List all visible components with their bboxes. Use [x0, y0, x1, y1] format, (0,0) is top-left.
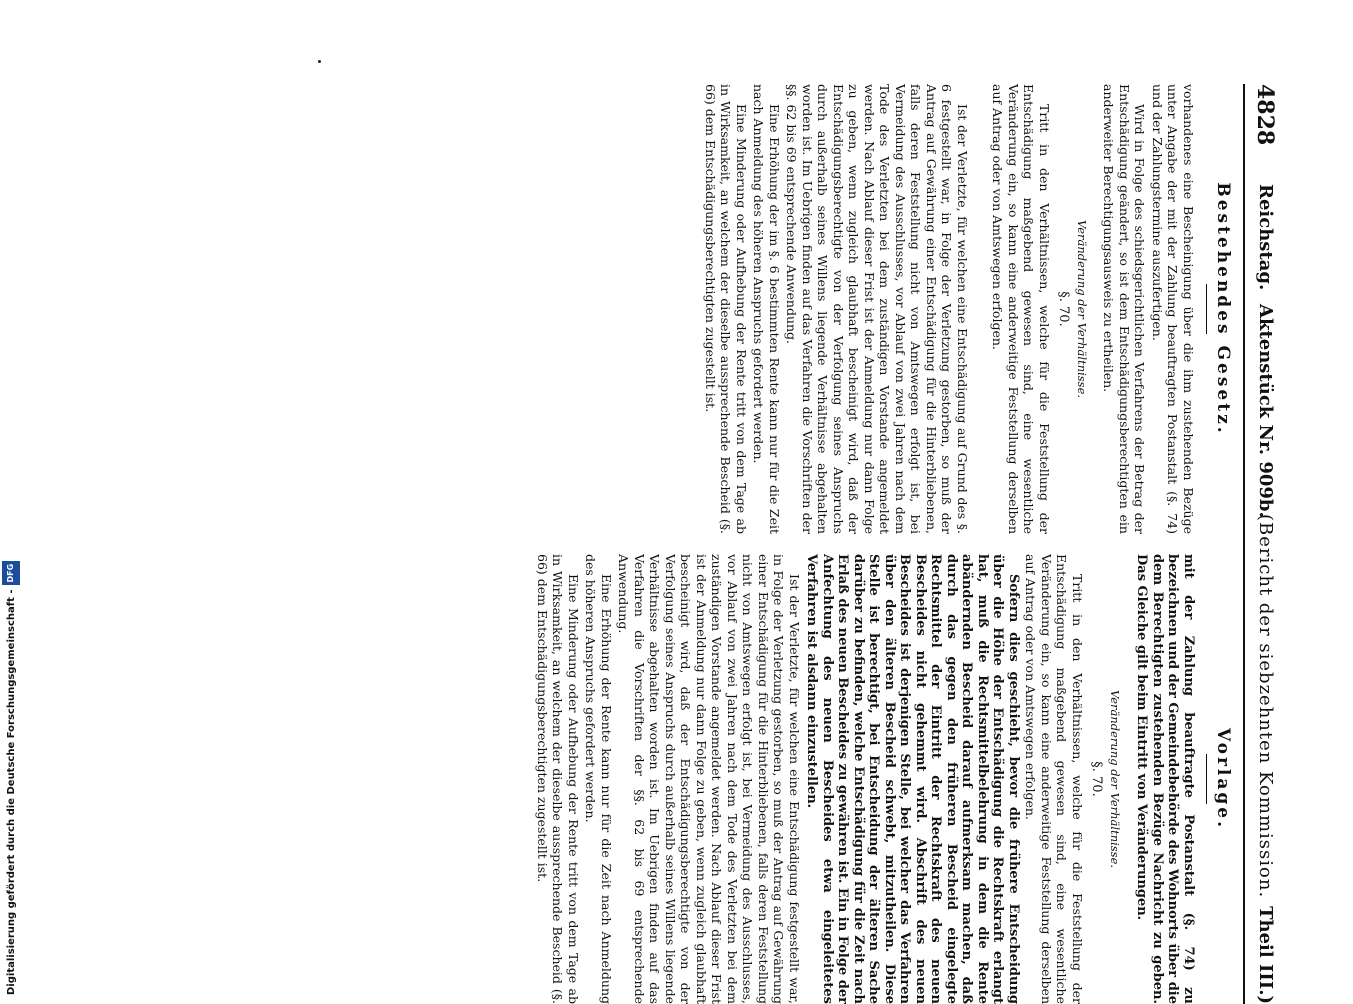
- paragraph: Eine Minderung oder Aufhebung der Rente tritt von dem Tage ab in Wirksamkeit, an welchem der dieselbe aussprechende Bescheid (§. 66) dem Entschädigungsberechtigten zugestellt ist.: [535, 554, 581, 1004]
- caption-text: Digitalisierung gefördert durch die Deutsche Forschungsgemeinschaft -: [6, 589, 17, 995]
- section-number: §. 70.: [1056, 291, 1071, 327]
- page-header: [1243, 84, 1285, 1004]
- paragraph: Sofern dies geschieht, bevor die frühere Entscheidung über die Höhe der Entschädigung die Rechtskraft erlangt hat, muß die Rechtsmittelbelehrung in dem die Rente abändernden Bescheid darauf aufmerksam machen, daß durch das gegen den früheren Bescheid eingelegte Rechtsmittel der Eintritt der Rechtskraft des neuen Bescheides nicht gehemmt wird. Abschrift des neuen Bescheides ist derjenigen Stelle, bei welcher das Verfahren über den älteren Bescheid schwebt, mitzutheilen. Diese Stelle ist berechtigt, bei Entscheidung der älteren Sache darüber zu befinden, welche Entschädigung für die Zeit nach Erlaß des neuen Bescheides zu gewähren ist. Ein in Folge der Anfechtung des neuen Bescheides etwa eingeleitetes Verfahren ist alsdann einzustellen.: [804, 554, 1021, 1004]
- paragraph: Ist der Verletzte, für welchen eine Entschädigung auf Grund des §. 6 festgestellt war, in Folge der Verletzung gestorben, so muß der Antrag auf Gewährung einer Entschädigung für die Hinterbliebenen, falls deren Feststellung nicht von Amtswegen erfolgt ist, bei Vermeidung des Ausschlusses, vor Ablauf von zwei Jahren nach dem Tode des Verletzten bei dem zuständigen Vorstande angemeldet werden. Nach Ablauf dieser Frist ist der Anmeldung nur dann Folge zu geben, wenn zugleich glaubhaft bescheinigt wird, daß der Entschädigungsberechtigte von der Verfolgung seines Anspruchs durch außerhalb seines Willens liegende Verhältnisse abgehalten worden ist. Im Uebrigen finden auf das Verfahren die Vorschriften der §§. 62 bis 69 entsprechende Anwendung.: [784, 84, 970, 534]
- column-heading-proposal: Vorlage.: [1206, 554, 1233, 1004]
- rotated-document-page: [300, 84, 1285, 1004]
- section-title: Veränderung der Verhältnisse.: [1075, 219, 1089, 399]
- header-report: (Bericht der siebzehnten Kommission.: [1255, 514, 1276, 899]
- digitization-caption: [2, 563, 18, 995]
- paragraph: Eine Erhöhung der Rente kann nur für die Zeit nach Anmeldung des höheren Anspruchs gefordert werden.: [583, 554, 614, 1004]
- paragraph: Tritt in den Verhältnissen, welche für die Feststellung der Entschädigung maßgebend gewesen sind, eine wesentliche Veränderung ein, so kann eine anderweitige Feststellung derselben auf Antrag oder von Amtswegen erfolgen.: [1023, 554, 1085, 1004]
- section-title: Veränderung der Verhältnisse.: [1108, 689, 1122, 869]
- paragraph: Eine Minderung oder Aufhebung der Rente tritt von dem Tage ab in Wirksamkeit, an welchem der dieselbe aussprechende Bescheid (§. 66) dem Entschädigungsberechtigten zugestellt ist.: [703, 84, 749, 534]
- paragraph: mit der Zahlung beauftragte Postanstalt (§. 74) zu bezeichnen und der Gemeindebehörde des Wohnorts über die dem Berechtigten zustehenden Bezüge Nachricht zu geben. Das Gleiche gilt beim Eintritt von Veränderungen.: [1134, 554, 1196, 1004]
- paragraph: Tritt in den Verhältnissen, welche für die Feststellung der Entschädigung maßgebend gewesen sind, eine wesentliche Veränderung ein, so kann eine anderweitige Feststellung derselben auf Antrag oder von Amtswegen erfolgen.: [990, 84, 1052, 534]
- paragraph: Ist der Verletzte, für welchen eine Entschädigung festgestellt war, in Folge der Verletzung gestorben, so muß der Antrag auf Gewährung einer Entschädigung für die Hinterbliebenen, falls deren Feststellung nicht von Amtswegen erfolgt ist, bei Vermeidung des Ausschlusses, vor Ablauf von zwei Jahren nach dem Tode des Verletzten bei dem zuständigen Vorstande angemeldet werden. Nach Ablauf dieser Frist ist der Anmeldung nur dann Folge zu geben, wenn zugleich glaubhaft bescheinigt wird, daß der Entschädigungsberechtigte von der Verfolgung seines Anspruchs durch außerhalb seines Willens liegende Verhältnisse abgehalten worden ist. Im Uebrigen finden auf das Verfahren die Vorschriften der §§. 62 bis 69 entsprechende Anwendung.: [616, 554, 802, 1004]
- column-proposal: [313, 554, 1233, 1004]
- section-number: §. 70.: [1089, 761, 1104, 797]
- scan-speck: [318, 60, 321, 63]
- column-existing-law: [313, 84, 1233, 534]
- dfg-logo: DFG: [2, 561, 20, 586]
- header-body: Reichstag.: [1255, 184, 1276, 291]
- paragraph: Eine Erhöhung der im §. 6 bestimmten Rente kann nur für die Zeit nach Anmeldung des höheren Anspruchs gefordert werden.: [751, 84, 782, 534]
- paragraph: vorhandenes eine Bescheinigung über die ihm zustehenden Bezüge unter Angabe der mit der Zahlung beauftragten Postanstalt (§. 74) und der Zahlungstermine auszufertigen.: [1150, 84, 1196, 534]
- header-part: Theil III.): [1255, 906, 1276, 1004]
- spacer: [970, 84, 988, 534]
- paragraph: Wird in Folge des schiedsgerichtlichen Verfahrens der Betrag der Entschädigung geändert, so ist dem Entschädigungsberechtigten ein anderweiter Berechtigungsausweis zu ertheilen.: [1101, 84, 1148, 534]
- header-document: Aktenstück Nr. 909b.: [1255, 304, 1276, 518]
- page-number: 4828: [1252, 84, 1278, 146]
- column-heading-existing-law: Bestehendes Gesetz.: [1206, 84, 1233, 534]
